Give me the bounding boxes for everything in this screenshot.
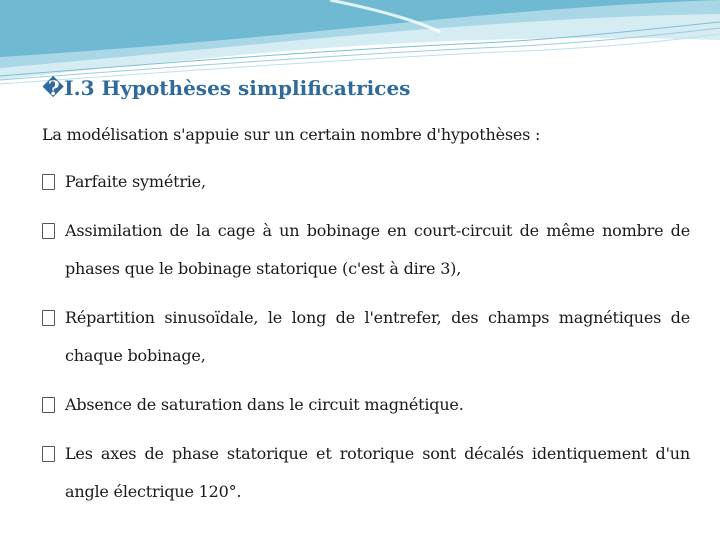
bullet-box-icon — [42, 310, 55, 326]
list-item-text: Parfaite symétrie, — [65, 172, 206, 191]
list-item — [42, 435, 690, 511]
list-item — [42, 212, 690, 288]
list-item-text: Les axes de phase statorique et rotorique sont décalés identiquement d'un angle électrique 120°. — [65, 444, 690, 501]
intro-text: La modélisation s'appuie sur un certain nombre d'hypothèses : — [42, 125, 541, 144]
list-item — [42, 163, 690, 201]
bullet-box-icon — [42, 397, 55, 413]
bullet-box-icon — [42, 446, 55, 462]
list-item-text: Absence de saturation dans le circuit magnétique. — [65, 395, 464, 414]
list-item — [42, 386, 690, 424]
list-item — [42, 299, 690, 375]
list-item-text: Répartition sinusoïdale, le long de l'entrefer, des champs magnétiques de chaque bobinage, — [65, 308, 690, 365]
slide-title: �I.3 Hypothèses simplificatrices — [42, 76, 411, 100]
list-item-text: Assimilation de la cage à un bobinage en court-circuit de même nombre de phases que le bobinage statorique (c'est à dire 3), — [65, 221, 690, 278]
hypotheses-list — [42, 163, 690, 522]
bullet-box-icon — [42, 223, 55, 239]
bullet-box-icon — [42, 174, 55, 190]
